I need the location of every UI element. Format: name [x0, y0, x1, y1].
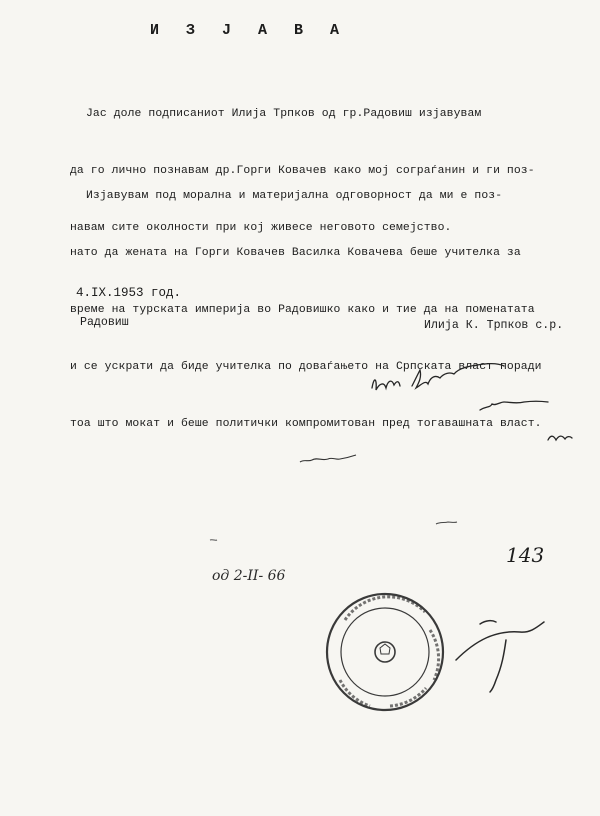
text-line: Изјавувам под морална и материјална одговорност да ми е поз-: [86, 190, 503, 202]
document-place: Радовиш: [80, 316, 129, 329]
handwritten-signature: [372, 364, 572, 440]
text-line: нато да жената на Горги Ковачев Василка Ковачева беше учителка за: [70, 247, 521, 259]
text-line: тоа што мокат и беше политички компромитован пред тогавашната власт.: [70, 418, 542, 430]
stamp-signature: [456, 621, 544, 692]
document-date: 4.IX.1953 год.: [76, 286, 182, 300]
official-stamp: [327, 594, 443, 710]
handwritten-mark: [436, 522, 457, 524]
text-line: време на турската империја во Радовишко како и тие да на поменатата: [70, 304, 535, 316]
text-line: Јас доле подписаниот Илија Трпков од гр.Радовиш изјавувам: [86, 108, 482, 120]
signer-name: Илија К. Трпков с.р.: [424, 319, 564, 332]
handwritten-mark: [210, 540, 217, 541]
text-line: навам сите околности при кој живесе неговото семејство.: [70, 222, 452, 234]
handwritten-date: од 2-II- 66: [212, 568, 286, 584]
text-line: да го лично познавам др.Горги Ковачев како мој сограѓанин и ги поз-: [70, 165, 535, 177]
handwritten-note: [300, 455, 356, 462]
text-line: и се ускрати да биде учителка по доваѓањето на Српската власт поради: [70, 361, 542, 373]
document-title: И З Ј А В А: [150, 22, 349, 39]
handwritten-number: 143: [506, 543, 545, 567]
